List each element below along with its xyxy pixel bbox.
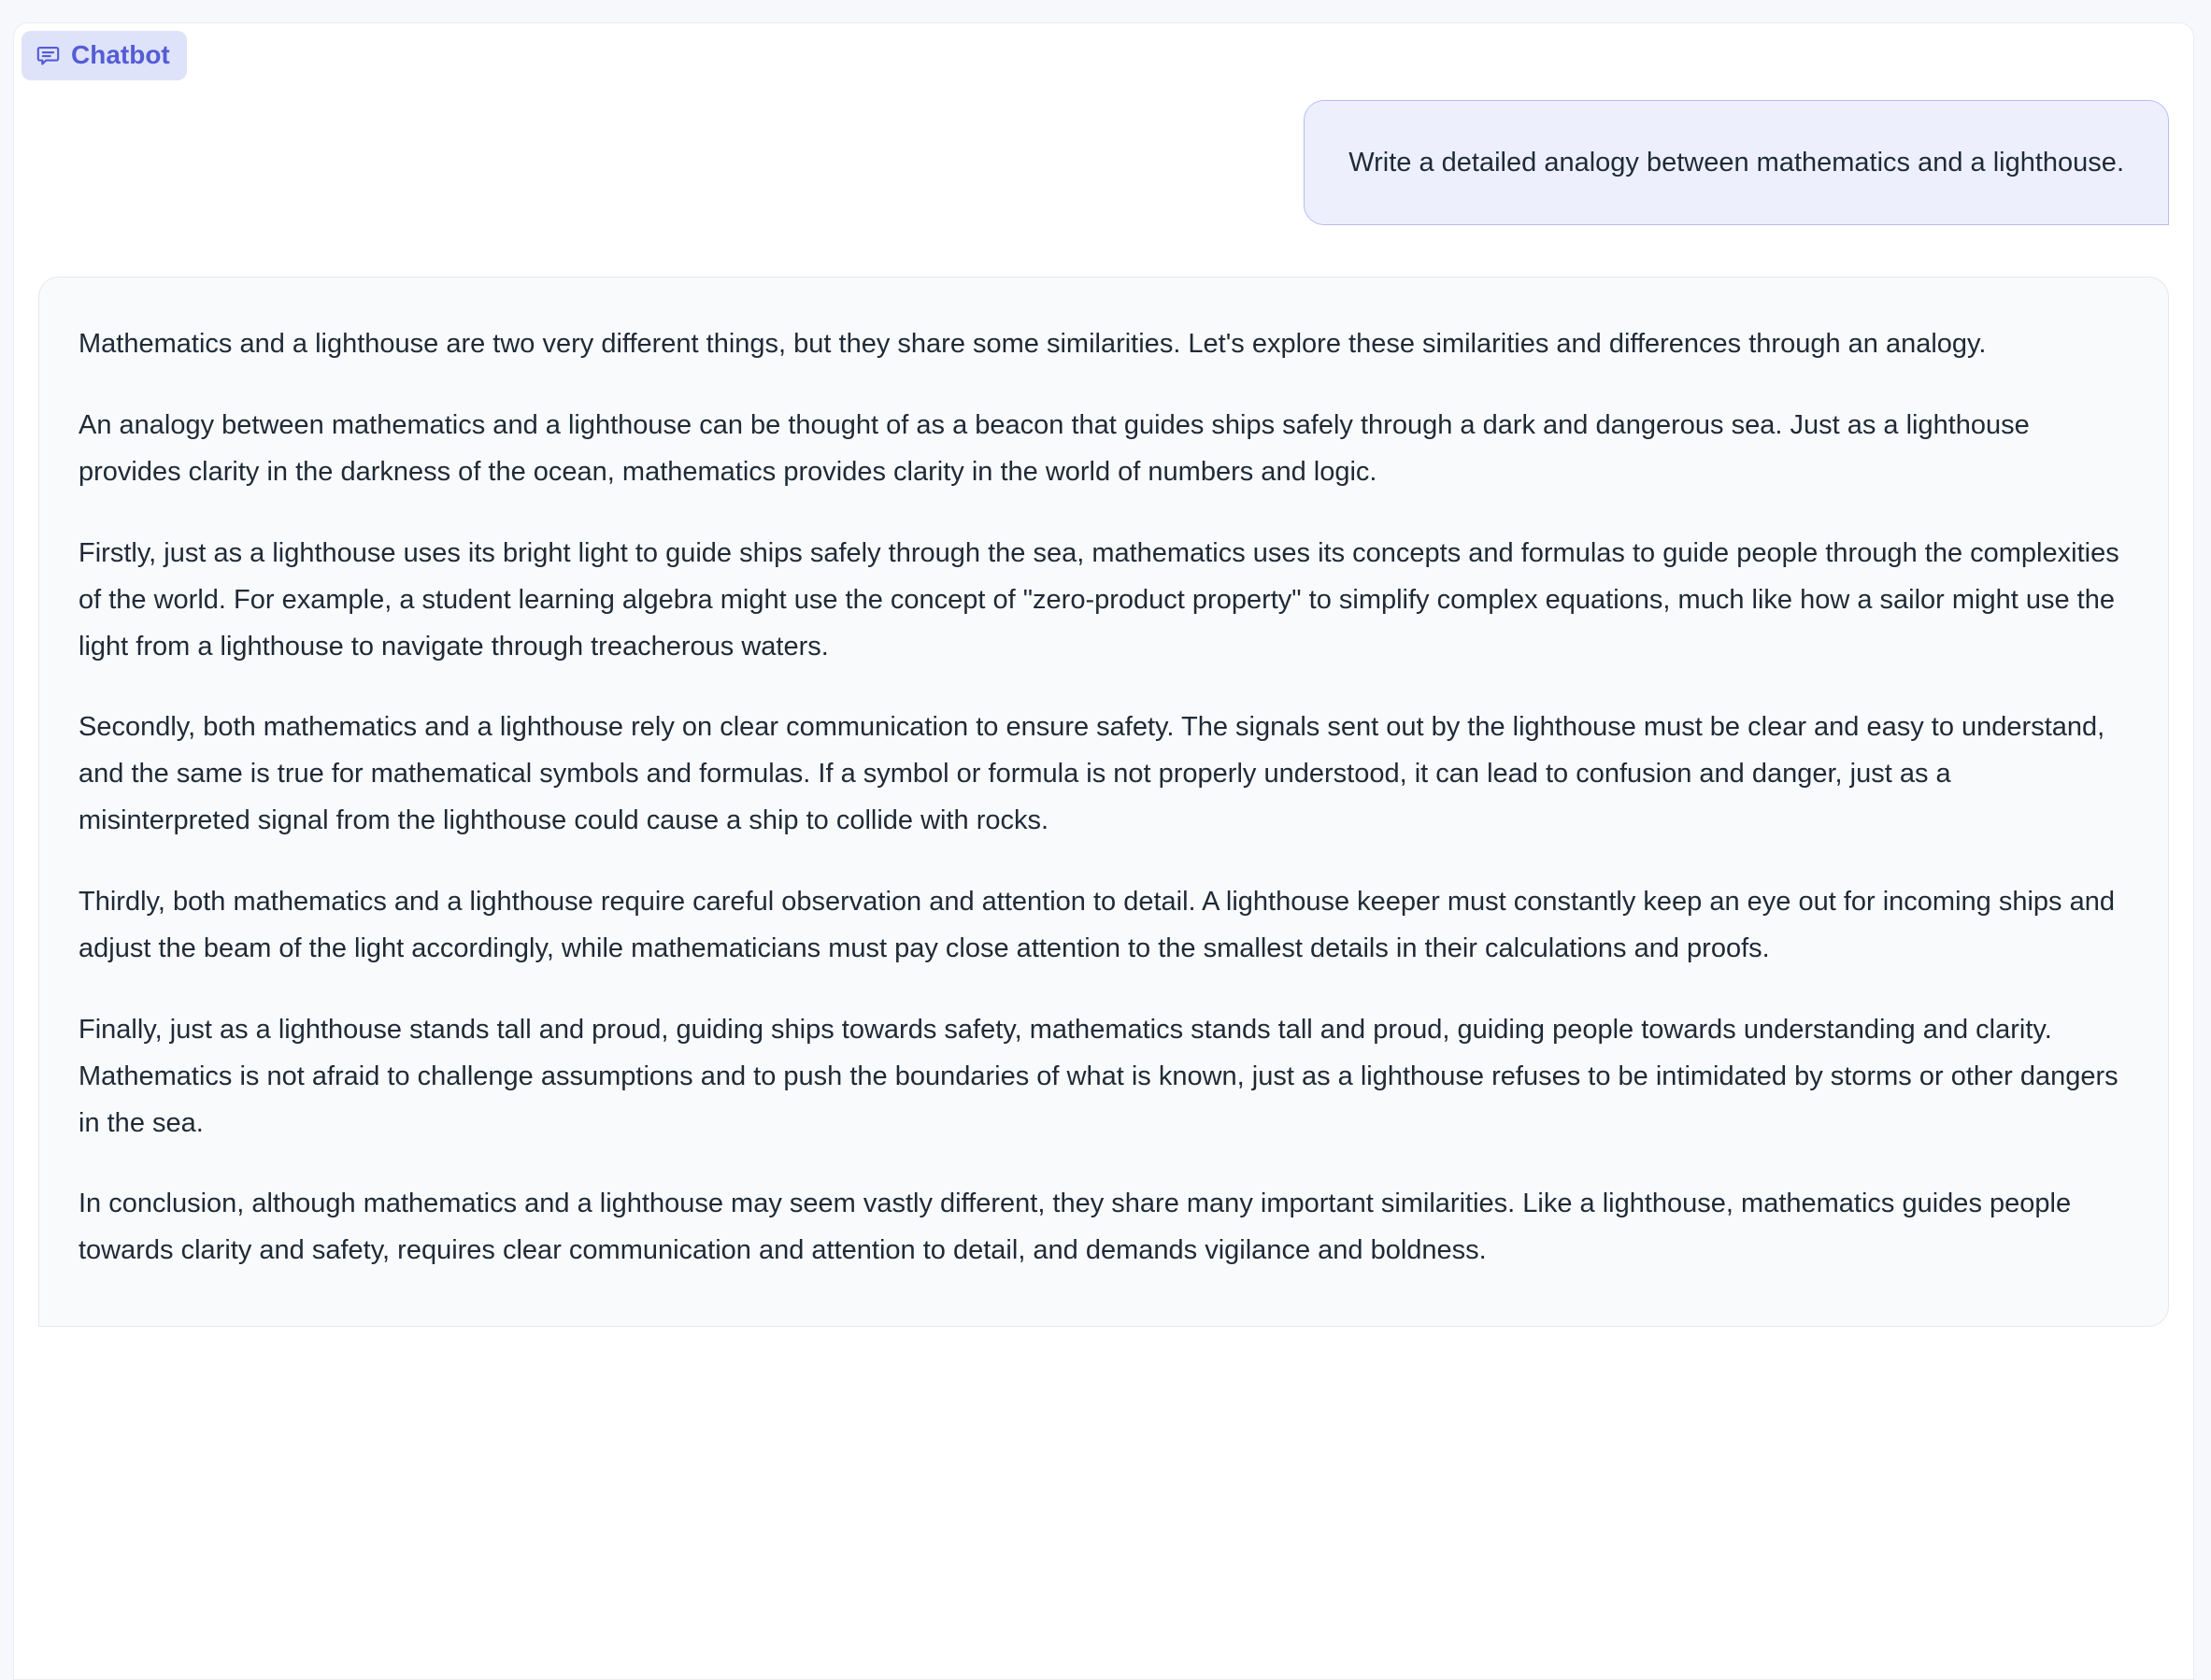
chatbot-panel: [13, 22, 2194, 1680]
user-message-row: [38, 100, 2169, 225]
user-message-bubble: [1304, 100, 2169, 225]
bot-message-row: [38, 277, 2169, 1327]
bot-message-bubble: [38, 277, 2169, 1327]
bot-paragraph: Finally, just as a lighthouse stands tall and proud, guiding ships towards safety, mathematics stands tall and proud, guiding people towards understanding and clarity. Mathematics is not afraid to challenge assumptions and to push the boundaries of what is known, just as a lighthouse refuses to be intimidated by storms or other dangers in the sea.: [78, 1014, 2118, 1138]
bot-paragraph: An analogy between mathematics and a lighthouse can be thought of as a beacon that guides ships safely through a dark and dangerous sea. Just as a lighthouse provides clarity in the darkness of the ocean, mathematics provides clarity in the world of numbers and logic.: [78, 410, 2030, 487]
chat-bubble-icon: [36, 43, 61, 68]
chatbot-label-text: Chatbot: [71, 40, 170, 69]
bot-paragraph: Firstly, just as a lighthouse uses its bright light to guide ships safely through the sea, mathematics uses its concepts and formulas to guide people through the complexities of the world. For example, a student learning algebra might use the concept of "zero-product property" to simplify complex equations, much like how a sailor might use the light from a lighthouse to navigate through treacherous waters.: [78, 537, 2119, 662]
bot-paragraph: Mathematics and a lighthouse are two very different things, but they share some similarities. Let's explore these similarities and differences through an analogy.: [78, 329, 1987, 360]
chat-log[interactable]: [21, 100, 2186, 1327]
bot-paragraph: Secondly, both mathematics and a lighthouse rely on clear communication to ensure safety. The signals sent out by the lighthouse must be clear and easy to understand, and the same is true for mathematical symbols and formulas. If a symbol or formula is not properly understood, it can lead to confusion and danger, just as a misinterpreted signal from the lighthouse could cause a ship to collide with rocks.: [78, 712, 2105, 836]
chatbot-label: [21, 31, 187, 80]
bot-paragraph: Thirdly, both mathematics and a lighthouse require careful observation and attention to detail. A lighthouse keeper must constantly keep an eye out for incoming ships and adjust the beam of the light accordingly, while mathematicians must pay close attention to the smallest details in their calculations and proofs.: [78, 887, 2115, 963]
user-message-text: Write a detailed analogy between mathematics and a lighthouse.: [1348, 147, 2124, 178]
bot-paragraph: In conclusion, although mathematics and a lighthouse may seem vastly different, they share many important similarities. Like a lighthouse, mathematics guides people towards clarity and safety, requires clear communication and attention to detail, and demands vigilance and boldness.: [78, 1189, 2072, 1266]
